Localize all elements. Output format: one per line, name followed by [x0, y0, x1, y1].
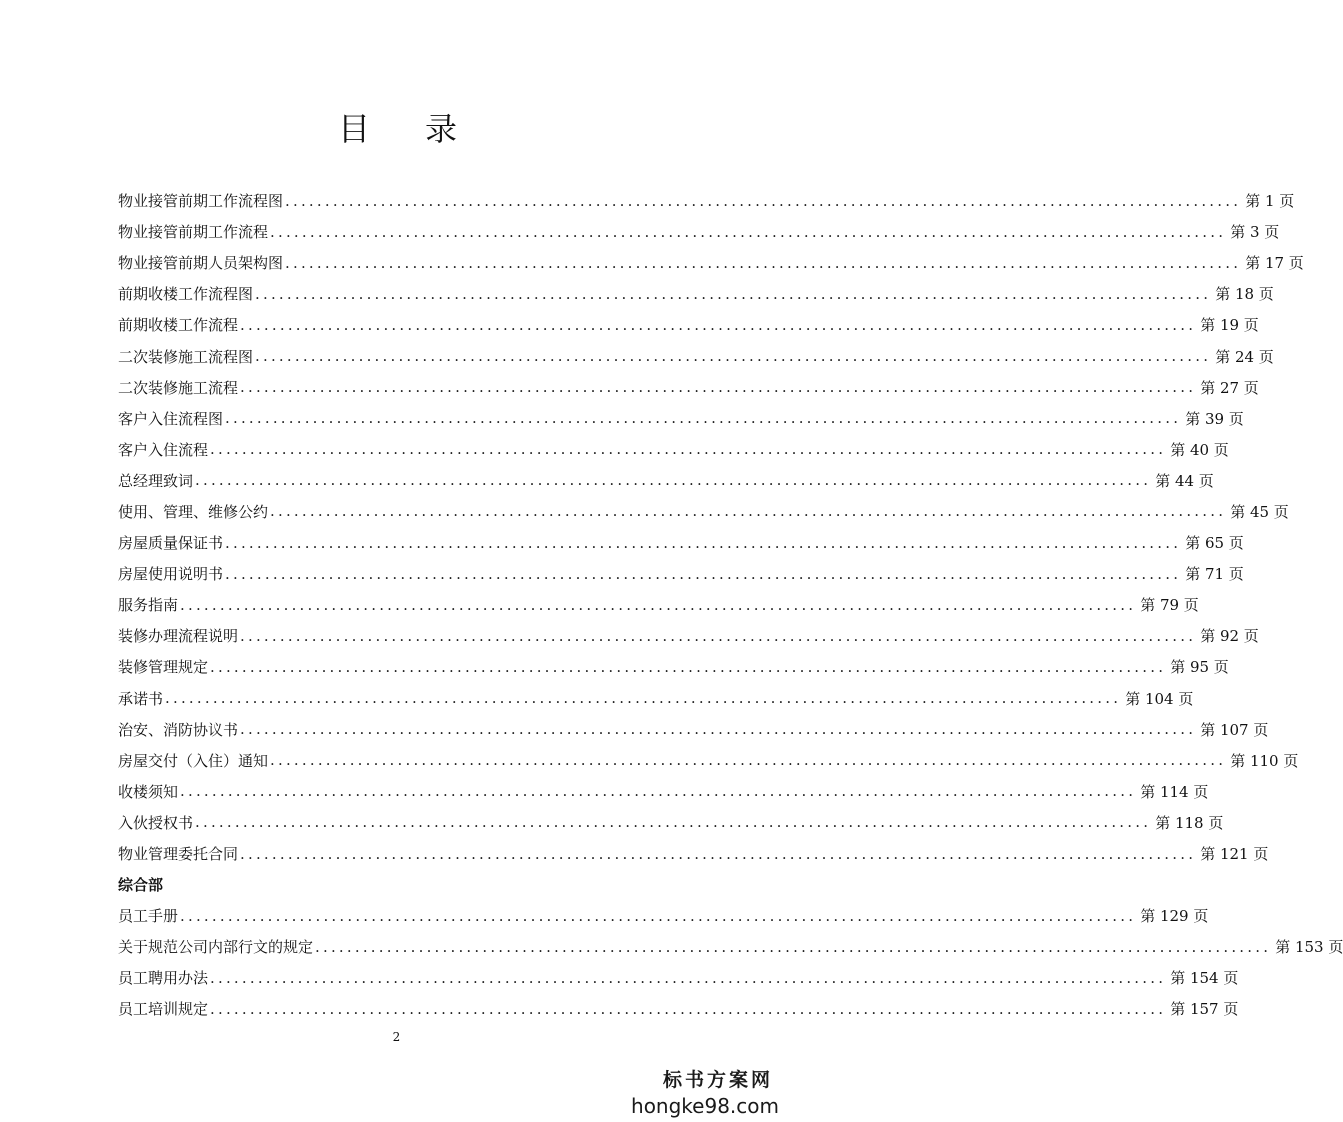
toc-entry-label: 二次装修施工流程图: [118, 347, 254, 366]
toc-entry[interactable]: [118, 776, 1209, 807]
section-label: 综合部: [118, 876, 164, 895]
toc-entry-page: 第 118 页: [1155, 813, 1224, 832]
toc-leader-dots: ........................................................................................................................: [240, 315, 1197, 334]
toc-entry-label: 房屋使用说明书: [118, 565, 224, 584]
toc-entry[interactable]: [118, 434, 1229, 465]
toc-entry-label: 收楼须知: [118, 782, 179, 801]
toc-entry-label: 房屋交付（入住）通知: [118, 751, 269, 770]
toc-entry-page: 第 107 页: [1200, 720, 1269, 739]
toc-entry-label: 员工聘用办法: [118, 969, 209, 988]
toc-leader-dots: ........................................................................................................................: [165, 689, 1122, 708]
toc-entry-page: 第 3 页: [1230, 223, 1280, 242]
toc-entry[interactable]: [118, 589, 1199, 620]
toc-leader-dots: ........................................................................................................................: [225, 564, 1182, 583]
toc-entry-page: 第 65 页: [1185, 534, 1244, 553]
toc-entry-label: 总经理致词: [118, 471, 194, 490]
toc-entry-label: 二次装修施工流程: [118, 378, 239, 397]
watermark-url: hongke98.com: [631, 1094, 779, 1118]
toc-entry-page: 第 71 页: [1185, 565, 1244, 584]
toc-entry-label: 关于规范公司内部行文的规定: [118, 938, 314, 957]
toc-entry-page: 第 95 页: [1170, 658, 1229, 677]
toc-entry-page: 第 24 页: [1215, 347, 1274, 366]
toc-entry[interactable]: [118, 558, 1244, 589]
toc-leader-dots: ........................................................................................................................: [285, 253, 1242, 272]
toc-leader-dots: ........................................................................................................................: [180, 906, 1137, 925]
toc-entry-page: 第 18 页: [1215, 285, 1274, 304]
toc-entry-page: 第 45 页: [1230, 502, 1289, 521]
toc-leader-dots: ........................................................................................................................: [195, 813, 1152, 832]
toc-entry-page: 第 110 页: [1230, 751, 1299, 770]
toc-entry[interactable]: [118, 247, 1304, 278]
toc-entry[interactable]: [118, 931, 1343, 962]
toc-entry-label: 前期收楼工作流程图: [118, 285, 254, 304]
toc-leader-dots: ........................................................................................................................: [225, 533, 1182, 552]
toc-entry-page: 第 92 页: [1200, 627, 1259, 646]
toc-entry[interactable]: [118, 278, 1274, 309]
toc-entry-label: 客户入住流程: [118, 440, 209, 459]
page-number: 2: [392, 1030, 401, 1044]
toc-entry-label: 服务指南: [118, 596, 179, 615]
toc-entry[interactable]: [118, 745, 1299, 776]
toc-entry-page: 第 114 页: [1140, 782, 1209, 801]
toc-entry-page: 第 27 页: [1200, 378, 1259, 397]
toc-leader-dots: ........................................................................................................................: [195, 471, 1152, 490]
toc-entry[interactable]: [118, 993, 1239, 1024]
toc-entry-page: 第 104 页: [1125, 689, 1194, 708]
toc-entry[interactable]: [118, 216, 1280, 247]
toc-leader-dots: ........................................................................................................................: [240, 378, 1197, 397]
toc-leader-dots: ........................................................................................................................: [180, 782, 1137, 801]
toc-entry-page: 第 1 页: [1245, 192, 1295, 211]
toc-entry[interactable]: [118, 838, 1269, 869]
toc-leader-dots: ........................................................................................................................: [255, 284, 1212, 303]
toc-leader-dots: ........................................................................................................................: [240, 720, 1197, 739]
toc-entry-label: 房屋质量保证书: [118, 534, 224, 553]
toc-entry[interactable]: [118, 807, 1224, 838]
toc-entry-page: 第 157 页: [1170, 1000, 1239, 1019]
toc-leader-dots: ........................................................................................................................: [315, 937, 1272, 956]
toc-entry-label: 使用、管理、维修公约: [118, 502, 269, 521]
toc-entry-label: 承诺书: [118, 689, 164, 708]
toc-entry-label: 员工手册: [118, 907, 179, 926]
toc-entry-page: 第 129 页: [1140, 907, 1209, 926]
watermark: [631, 1065, 779, 1118]
toc-entry[interactable]: [118, 496, 1289, 527]
toc-entry[interactable]: [118, 962, 1239, 993]
toc-entry-page: 第 121 页: [1200, 845, 1269, 864]
toc-leader-dots: ........................................................................................................................: [240, 844, 1197, 863]
title-char-1: 目: [338, 110, 371, 148]
watermark-title: 标书方案网: [663, 1069, 774, 1091]
toc-leader-dots: ........................................................................................................................: [270, 502, 1227, 521]
toc-entry-label: 前期收楼工作流程: [118, 316, 239, 335]
toc-leader-dots: ........................................................................................................................: [210, 657, 1167, 676]
toc-entry-label: 物业接管前期工作流程图: [118, 192, 284, 211]
toc-entry-label: 员工培训规定: [118, 1000, 209, 1019]
title-char-2: 录: [425, 110, 458, 148]
toc-entry-label: 物业管理委托合同: [118, 845, 239, 864]
toc-leader-dots: ........................................................................................................................: [255, 347, 1212, 366]
toc-entry-label: 物业接管前期人员架构图: [118, 254, 284, 273]
toc-entry[interactable]: [118, 651, 1229, 682]
toc-leader-dots: ........................................................................................................................: [180, 595, 1137, 614]
toc-entry[interactable]: [118, 683, 1194, 714]
table-of-contents: [118, 185, 1343, 1025]
toc-leader-dots: ........................................................................................................................: [270, 222, 1227, 241]
toc-entry[interactable]: [118, 900, 1209, 931]
toc-entry-label: 物业接管前期工作流程: [118, 223, 269, 242]
toc-entry[interactable]: [118, 465, 1214, 496]
toc-leader-dots: ........................................................................................................................: [285, 191, 1242, 210]
toc-entry-page: 第 153 页: [1275, 938, 1343, 957]
toc-entry-page: 第 39 页: [1185, 409, 1244, 428]
toc-section-heading: [118, 869, 663, 900]
toc-leader-dots: ........................................................................................................................: [210, 968, 1167, 987]
toc-entry-page: 第 154 页: [1170, 969, 1239, 988]
toc-entry[interactable]: [118, 185, 1295, 216]
toc-entry-page: 第 19 页: [1200, 316, 1259, 335]
toc-entry-label: 入伙授权书: [118, 813, 194, 832]
toc-entry-label: 治安、消防协议书: [118, 720, 239, 739]
toc-entry[interactable]: [118, 403, 1244, 434]
toc-leader-dots: ........................................................................................................................: [225, 409, 1182, 428]
toc-entry-page: 第 17 页: [1245, 254, 1304, 273]
toc-entry-page: 第 79 页: [1140, 596, 1199, 615]
toc-entry-page: 第 40 页: [1170, 440, 1229, 459]
toc-leader-dots: ........................................................................................................................: [210, 440, 1167, 459]
toc-leader-dots: ........................................................................................................................: [210, 999, 1167, 1018]
toc-entry[interactable]: [118, 714, 1269, 745]
toc-entry[interactable]: [118, 527, 1244, 558]
toc-entry[interactable]: [118, 340, 1274, 371]
toc-entry-page: 第 44 页: [1155, 471, 1214, 490]
toc-entry-label: 装修办理流程说明: [118, 627, 239, 646]
toc-entry[interactable]: [118, 372, 1259, 403]
toc-entry-label: 装修管理规定: [118, 658, 209, 677]
toc-leader-dots: ........................................................................................................................: [240, 626, 1197, 645]
toc-entry-label: 客户入住流程图: [118, 409, 224, 428]
toc-entry[interactable]: [118, 309, 1259, 340]
toc-leader-dots: ........................................................................................................................: [270, 751, 1227, 770]
toc-entry[interactable]: [118, 620, 1259, 651]
